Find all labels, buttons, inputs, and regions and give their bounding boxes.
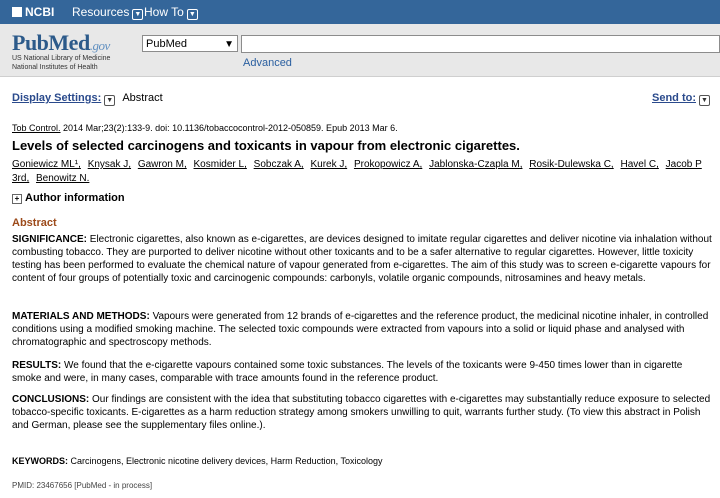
abstract-conclusions xyxy=(12,393,712,432)
author-link[interactable]: Kurek J, xyxy=(310,159,348,170)
ncbi-mark-icon xyxy=(12,7,22,17)
expand-icon: + xyxy=(12,194,22,204)
author-link[interactable]: Sobczak A, xyxy=(253,159,304,170)
nlm-credit xyxy=(12,54,110,72)
citation-details: 2014 Mar;23(2):133-9. doi: 10.1136/tobaccocontrol-2012-050859. Epub 2013 Mar 6. xyxy=(63,123,398,133)
abstract-results xyxy=(12,359,712,385)
chevron-down-icon: ▼ xyxy=(187,9,198,20)
pmid: PMID: 23467656 [PubMed - in process] xyxy=(12,481,153,490)
resources-label: Resources xyxy=(72,5,130,19)
section-text: Vapours were generated from 12 brands of e-cigarettes and the reference product, the medicinal nicotine inhaler, in controlled conditions using a modified smoking machine. The selected toxic compounds were extracted from vapours into a solid or liquid phase and analysed with chromatographic and spectroscopy methods. xyxy=(12,311,709,348)
send-to-label: Send to: xyxy=(652,92,696,104)
send-to-menu[interactable] xyxy=(652,92,710,106)
howto-label: How To xyxy=(144,5,184,19)
pubmed-logo[interactable] xyxy=(12,30,110,56)
display-settings xyxy=(12,92,163,106)
logo-gov: .gov xyxy=(89,38,110,53)
chevron-down-icon[interactable]: ▼ xyxy=(104,95,115,106)
ncbi-logo[interactable] xyxy=(12,5,54,19)
ncbi-brand: NCBI xyxy=(25,5,55,19)
database-select[interactable] xyxy=(142,35,238,52)
author-link[interactable]: Gawron M, xyxy=(137,159,187,170)
author-link[interactable]: Rosik-Dulewska C, xyxy=(529,159,614,170)
article-title: Levels of selected carcinogens and toxicants in vapour from electronic cigarettes. xyxy=(12,138,520,153)
author-info-label: Author information xyxy=(25,192,125,204)
author-link[interactable]: Prokopowicz A, xyxy=(353,159,423,170)
chevron-down-icon: ▼ xyxy=(132,9,143,20)
abstract-methods xyxy=(12,310,712,349)
author-link[interactable]: Knysak J, xyxy=(87,159,132,170)
section-text: Electronic cigarettes, also known as e-cigarettes, are devices designed to imitate regular cigarettes and deliver nicotine via inhalation without combusting tobacco. They are purported to deliver nicotine without other toxicants and to be a safer alternative to regular cigarettes. However, little toxicity testing has been performed to evaluate the chemical nature of vapour generated from e-cigarettes. The aim of this study was to screen e-cigarette vapours for content of four groups of potentially toxic and carcinogenic compounds: carbonyls, volatile organic compounds, nitrosamines and heavy metals. xyxy=(12,234,712,284)
keywords-text: Carcinogens, Electronic nicotine delivery devices, Harm Reduction, Toxicology xyxy=(70,456,383,466)
abstract-significance xyxy=(12,233,712,285)
section-text: Our findings are consistent with the idea that substituting tobacco cigarettes with e-cigarettes may substantially reduce exposure to selected tobacco-specific toxicants. E-cigarettes as a harm reduction strategy among smokers unwilling to quit, warrants further study. (To view this abstract in Polish and German, please see the supplementary files online.). xyxy=(12,394,711,431)
abstract-heading: Abstract xyxy=(12,217,57,229)
keywords xyxy=(12,456,383,466)
search-input[interactable] xyxy=(241,35,720,53)
author-link[interactable]: Havel C, xyxy=(620,159,659,170)
author-info-toggle[interactable] xyxy=(12,192,125,204)
keywords-label: KEYWORDS: xyxy=(12,456,68,466)
author-link[interactable]: Benowitz N. xyxy=(36,173,90,184)
nlm-line2: National Institutes of Health xyxy=(12,64,98,71)
display-format: Abstract xyxy=(122,92,163,104)
search-bar xyxy=(0,24,720,77)
howto-menu[interactable] xyxy=(144,5,198,20)
author-link[interactable]: Jacob P 3rd, xyxy=(12,159,702,184)
ncbi-top-bar xyxy=(0,0,720,24)
section-label: MATERIALS AND METHODS: xyxy=(12,311,150,322)
author-list xyxy=(12,158,708,186)
section-text: We found that the e-cigarette vapours contained some toxic substances. The levels of the toxicants were 9-450 times lower than in cigarette smoke and were, in many cases, comparable with trace amounts found in the reference product. xyxy=(12,360,683,384)
author-link[interactable]: Goniewicz ML¹, xyxy=(12,159,81,170)
resources-menu[interactable] xyxy=(72,5,143,20)
journal-link[interactable]: Tob Control. xyxy=(12,123,61,133)
chevron-down-icon: ▼ xyxy=(699,95,710,106)
author-link[interactable]: Jablonska-Czapla M, xyxy=(429,159,523,170)
citation xyxy=(12,123,398,133)
section-label: CONCLUSIONS: xyxy=(12,394,90,405)
section-label: SIGNIFICANCE: xyxy=(12,234,87,245)
section-label: RESULTS: xyxy=(12,360,62,371)
display-settings-link[interactable]: Display Settings: xyxy=(12,92,102,104)
advanced-link[interactable]: Advanced xyxy=(243,57,292,69)
database-value: PubMed xyxy=(146,38,187,50)
chevron-down-icon: ▼ xyxy=(224,39,234,50)
author-link[interactable]: Kosmider L, xyxy=(193,159,247,170)
nlm-line1: US National Library of Medicine xyxy=(12,55,111,62)
logo-text: PubMed xyxy=(12,30,90,55)
